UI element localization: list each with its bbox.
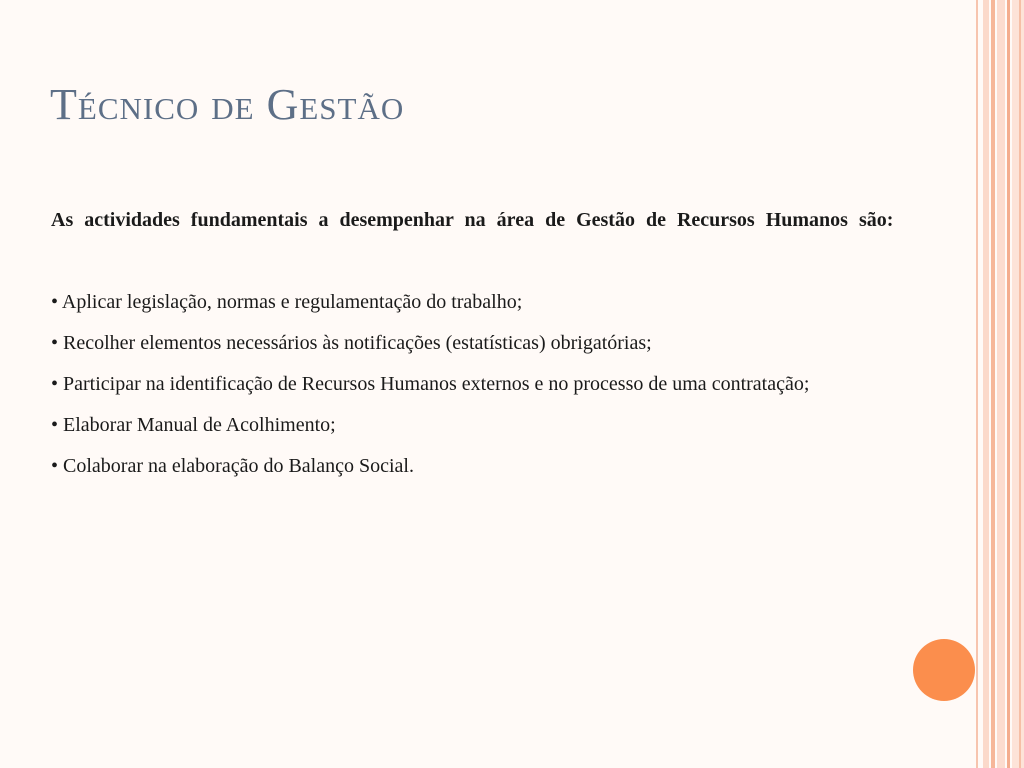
paragraph-spacer (51, 241, 933, 282)
bullet-text: Aplicar legislação, normas e regulamentação do trabalho; (61, 291, 523, 313)
decorative-stripe (997, 0, 1005, 768)
bullet-marker: • (51, 332, 59, 354)
bullet-marker: • (51, 455, 59, 477)
bullet-item (51, 282, 933, 323)
slide-body (51, 200, 933, 487)
decorative-stripe (1019, 0, 1021, 768)
decorative-stripe (991, 0, 995, 768)
bullet-list (51, 282, 933, 487)
bullet-item (51, 405, 933, 446)
bullet-text: Recolher elementos necessários às notificações (estatísticas) obrigatórias; (63, 332, 652, 354)
decorative-stripe (983, 0, 989, 768)
bullet-marker: • (51, 291, 59, 313)
decorative-stripe (1012, 0, 1024, 768)
intro-text: As actividades fundamentais a desempenhar na área de Gestão de Recursos Humanos são: (51, 209, 894, 231)
bullet-text: Elaborar Manual de Acolhimento; (63, 414, 336, 436)
bullet-marker: • (51, 414, 59, 436)
bullet-marker: • (51, 373, 59, 395)
bullet-text: Colaborar na elaboração do Balanço Social. (63, 455, 414, 477)
bullet-item (51, 446, 933, 487)
bullet-text: Participar na identificação de Recursos Humanos externos e no processo de uma contratação; (63, 373, 810, 395)
bullet-item (51, 364, 933, 405)
slide-title: Técnico de Gestão (50, 80, 405, 129)
decorative-stripe (1007, 0, 1010, 768)
decorative-stripe (976, 0, 978, 768)
decorative-circle (913, 639, 975, 701)
bullet-item (51, 323, 933, 364)
